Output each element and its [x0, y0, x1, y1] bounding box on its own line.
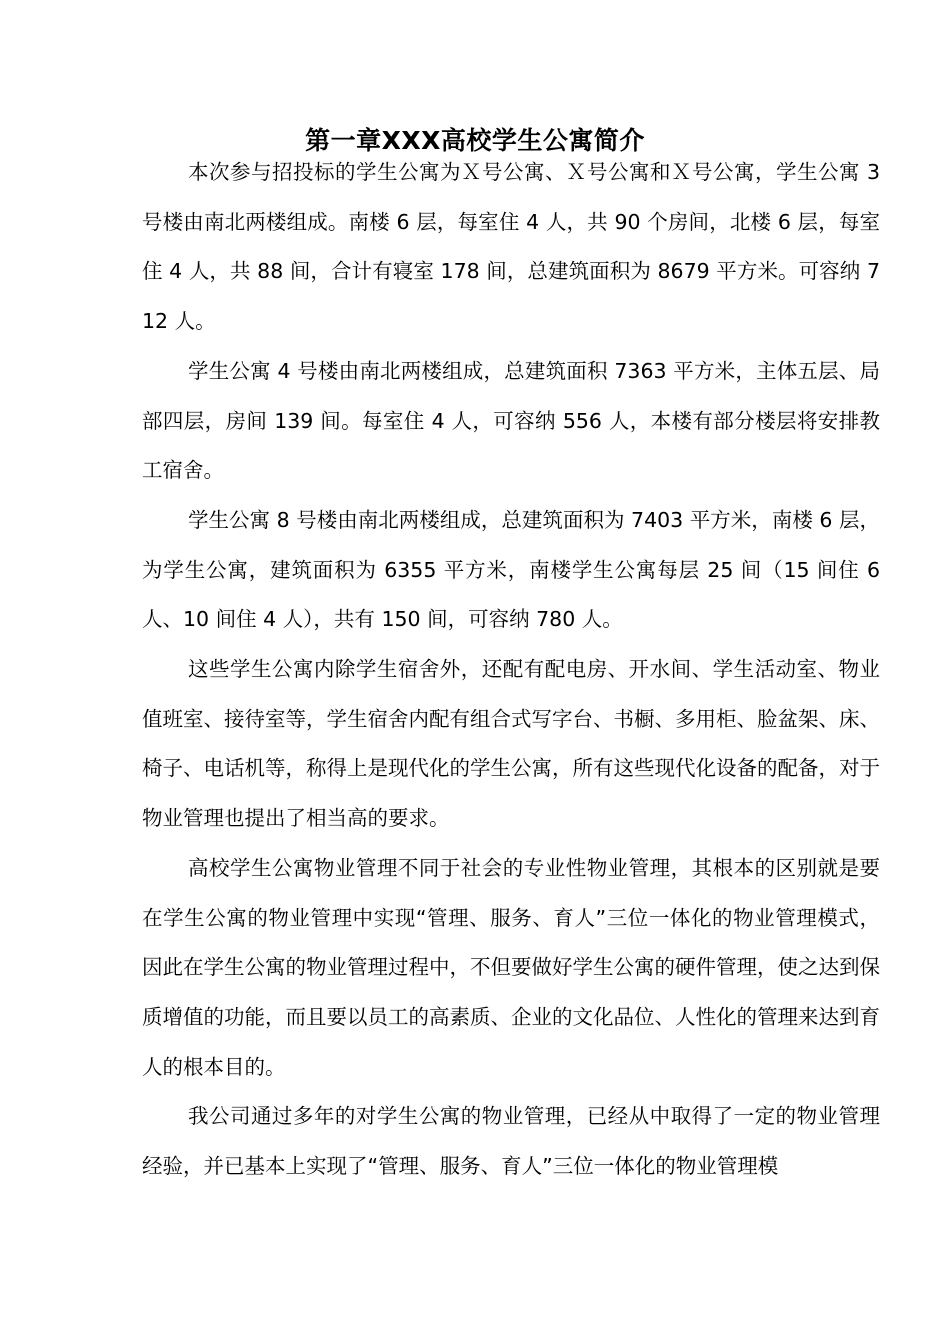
document-body	[142, 148, 880, 1192]
paragraph-building-8: 学生公寓 8 号楼由南北两楼组成，总建筑面积为 7403 平方米，南楼 6 层，为学生公寓，建筑面积为 6355 平方米，南楼学生公寓每层 25 间（15 间住 6 人、10 间住 4 人），共有 150 间，可容纳 780 人。	[142, 507, 880, 632]
paragraph-building-4: 学生公寓 4 号楼由南北两楼组成，总建筑面积 7363 平方米，主体五层、局部四层，房间 139 间。每室住 4 人，可容纳 556 人，本楼有部分楼层将安排教工宿舍。	[142, 358, 880, 483]
chapter-title: 第一章XXX高校学生公寓简介	[305, 125, 645, 155]
paragraph-facilities: 这些学生公寓内除学生宿舍外，还配有配电房、开水间、学生活动室、物业值班室、接待室等，学生宿舍内配有组合式写字台、书橱、多用柜、脸盆架、床、椅子、电话机等，称得上是现代化的学生公寓，所有这些现代化设备的配备，对于物业管理也提出了相当高的要求。	[142, 657, 880, 831]
paragraph-building-3: 本次参与招投标的学生公寓为Ｘ号公寓、Ｘ号公寓和Ｘ号公寓，学生公寓 3 号楼由南北两楼组成。南楼 6 层，每室住 4 人，共 90 个房间，北楼 6 层，每室住 4 人，共 88 间，合计有寝室 178 间，总建筑面积为 8679 平方米。可容纳 712 人。	[142, 160, 880, 334]
paragraph-company-experience: 我公司通过多年的对学生公寓的物业管理，已经从中取得了一定的物业管理经验，并已基本上实现了“管理、服务、育人”三位一体化的物业管理模	[142, 1104, 880, 1179]
paragraph-management-model: 高校学生公寓物业管理不同于社会的专业性物业管理，其根本的区别就是要在学生公寓的物业管理中实现“管理、服务、育人”三位一体化的物业管理模式，因此在学生公寓的物业管理过程中，不但要做好学生公寓的硬件管理，使之达到保质增值的功能，而且要以员工的高素质、企业的文化品位、人性化的管理来达到育人的根本目的。	[142, 855, 880, 1079]
